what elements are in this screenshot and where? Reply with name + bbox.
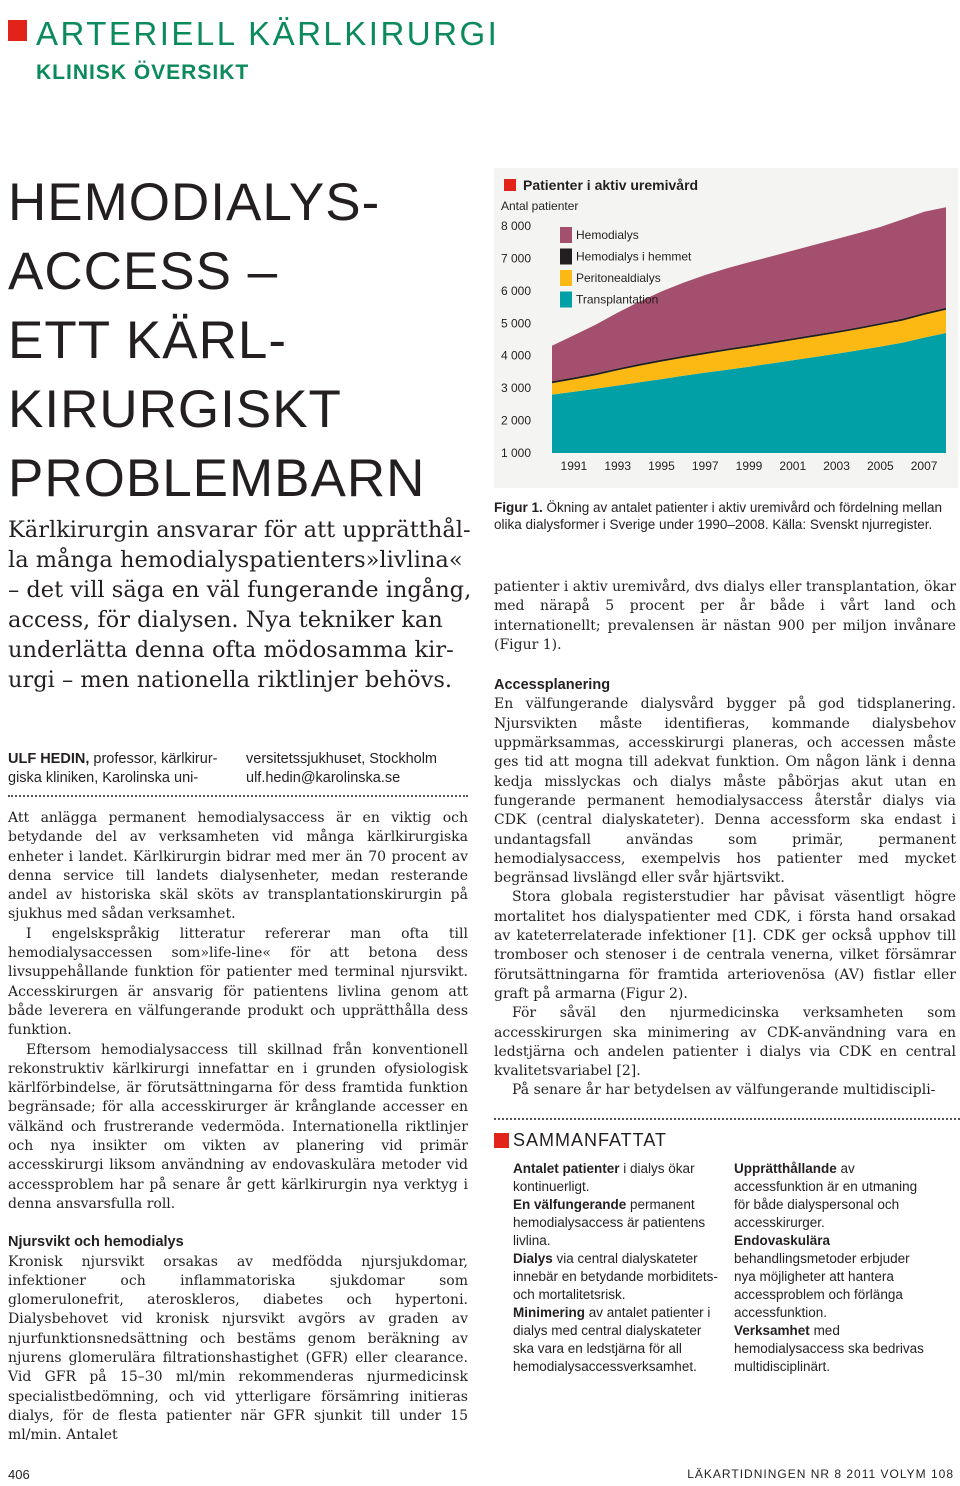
legend-swatch — [560, 270, 572, 286]
lead-line: urgi – men nationella riktlinjer behövs. — [8, 667, 453, 693]
divider — [8, 795, 468, 797]
area-chart — [494, 168, 958, 488]
subheading: Accessplanering — [494, 677, 611, 694]
legend-label: Hemodialys i hemmet — [576, 249, 692, 264]
lead-line: – det vill säga en väl fungerande ingång, — [8, 577, 472, 603]
paragraph: En välfungerande dialysvård bygger på god tidsplanering. Njursvikten måste identifieras, kommande dialysbehov uppmärksammas, accesskirurgi planeras, och accessen måste ges tid att mogna till adekvat funktion. Om någon länk i denna kedja misslyckas och dialys måste påbörjas akut utan en fungerande permanent hemodialysaccess återstår dialys via CDK (central dialyskateter). Denna accessform ska endast i undantagsfall användas som primär, permanent hemodialysaccess, exempelvis hos patienter med mycket begränsad livslängd eller svår hjärtsvikt. — [494, 696, 956, 887]
chart-title-marker — [504, 179, 516, 191]
author-email[interactable]: ulf.hedin@karolinska.se — [246, 770, 401, 786]
article-lead — [8, 515, 472, 695]
summary-item — [513, 1250, 718, 1304]
paragraph: Eftersom hemodialysaccess till skillnad från konventionell rekonstruktiv kärlkirurgi innefattar en i grunden ofysiologisk kärlförbindelse, är förutsättningarna för dess framtida funktion begränsade; för alla accesskirurger är krånglande accesser en välkänd och frustrerande vedermöda. Internationella riktlinjer och nya insikter om vikten av planering vid primär accesskirurgi liksom användning av endovaskulära metoder vid accessproblem har på senare år gett kärlkirurgin nya verktyg i denna ansvarsfulla roll. — [8, 1041, 468, 1212]
paragraph: Stora globala registerstudier har påvisat väsentligt högre mortalitet hos dialyspatienter med CDK, i första hand orsakad av kateterrelaterade infektioner [1]. CDK ger också upphov till tromboser och stenoser i de centrala venerna, vilket försämrar förutsättningarna för framtida arteriovenösa (AV) fistlar eller graft på armarna (Figur 2). — [494, 889, 956, 1002]
y-tick-label: 1 000 — [501, 446, 532, 460]
y-tick-label: 2 000 — [501, 413, 532, 428]
legend-swatch — [560, 249, 572, 265]
summary-title: SAMMANFATTAT — [513, 1130, 667, 1150]
chart-areas — [552, 207, 946, 453]
title-line: KIRURGISKT — [8, 380, 342, 439]
page-number: 406 — [8, 1467, 30, 1482]
summary-item — [513, 1304, 718, 1376]
lead-line: access, för dialysen. Nya tekniker kan — [8, 607, 443, 633]
chart-ylabel: Antal patienter — [501, 199, 579, 213]
summary-item-text: av accessfunktion är en utmaning för både dialyspersonal och accesskirurger. — [734, 1161, 918, 1230]
article-title — [8, 168, 478, 513]
x-tick-label: 2005 — [866, 459, 894, 473]
article-column-1 — [8, 809, 468, 1446]
figure-caption — [494, 499, 956, 533]
summary-item-text: permanent hemodialysaccess är patientens livlina. — [513, 1197, 706, 1248]
summary-item — [734, 1322, 934, 1376]
summary-item — [734, 1232, 934, 1322]
legend-swatch — [560, 292, 572, 308]
summary-column-left — [513, 1160, 718, 1376]
figure-label: Figur 1. — [494, 500, 543, 515]
summary-item-bold: Antalet patienter — [513, 1161, 620, 1176]
author-name: ULF HEDIN, — [8, 751, 90, 767]
x-tick-label: 1999 — [735, 459, 763, 473]
legend-label: Transplantation — [576, 292, 659, 307]
summary-column-right — [734, 1160, 934, 1376]
summary-item-text: av antalet patienter i dialys med central dialyskateter ska vara en ledstjärna för all hemodialysaccessverksamhet. — [513, 1305, 711, 1374]
summary-item — [513, 1196, 718, 1250]
magazine-footer: LÄKARTIDNINGEN NR 8 2011 VOLYM 108 — [687, 1467, 954, 1481]
summary-item — [734, 1160, 934, 1232]
paragraph: I engelskspråkig litteratur refererar man ofta till hemodialysaccessen som»life-line« för att betona dess livsuppehållande funktion för patienter med terminal njursvikt. Accesskirurgen är ansvarig för patientens livlina genom att både leverera en välfungerande produkt och upprätthålla dess funktion. — [8, 925, 468, 1039]
x-tick-label: 1991 — [560, 459, 588, 473]
x-tick-label: 1997 — [691, 459, 719, 473]
y-tick-label: 5 000 — [501, 316, 532, 331]
y-tick-label: 6 000 — [501, 283, 532, 298]
summary-item-bold: Upprätthållande — [734, 1161, 837, 1176]
x-tick-label: 2007 — [910, 459, 938, 473]
summary-item-text: behandlingsmetoder erbjuder nya möjligheter att hantera accessproblem och förlänga accessfunktion. — [734, 1251, 910, 1320]
x-tick-label: 2001 — [779, 459, 807, 473]
summary-item-text: i dialys ökar kontinuerligt. — [513, 1161, 695, 1194]
y-tick-label: 8 000 — [501, 219, 532, 233]
summary-item-text: med hemodialysaccess ska bedrivas multidisciplinärt. — [734, 1323, 924, 1374]
title-line: ACCESS – — [8, 242, 279, 301]
figure-caption-text: Ökning av antalet patienter i aktiv uremivård och fördelning mellan olika dialysformer i Sverige under 1990–2008. Källa: Svenskt njurregister. — [494, 500, 942, 532]
author-affiliation-cont: versitetssjukhuset, Stockholm — [246, 751, 437, 767]
x-tick-label: 1995 — [648, 459, 675, 473]
summary-marker-square — [494, 1133, 509, 1148]
paragraph: Kronisk njursvikt orsakas av medfödda njursjukdomar, infektioner och inflammatoriska sjukdomar som glomerulonefrit, ateroskleros, diabetes och hypertoni. Dialysbehovet vid kronisk njursvikt avgörs av graden av njurfunktionsnedsättning och bestäms genom beräkning av njurens glomerulära filtrationshastighet (GFR) eller clearance. Vid GFR på 15–30 ml/min rekommenderas njurmedicinsk specialistbedömning, och vid ytterligare försämring initieras dialys, för de flesta patienter när GFR sjunkit till under 15 ml/min. Antalet — [8, 1253, 468, 1444]
author-role: professor, kärlkirur- — [89, 751, 218, 767]
section-marker-square — [8, 20, 27, 41]
section-subheading: KLINISK ÖVERSIKT — [36, 61, 250, 84]
legend-swatch — [560, 227, 572, 243]
x-axis — [561, 459, 938, 473]
author-col-left — [8, 750, 217, 788]
summary-item-text: via central dialyskateter innebär en betydande morbiditets- och mortalitetsrisk. — [513, 1251, 718, 1302]
y-axis — [501, 219, 531, 460]
y-tick-label: 7 000 — [501, 251, 532, 266]
summary-divider — [494, 1118, 960, 1120]
title-line: ETT KÄRL- — [8, 311, 287, 370]
author-col-right — [246, 750, 437, 788]
y-tick-label: 4 000 — [501, 348, 532, 363]
author-affiliation: giska kliniken, Karolinska uni- — [8, 770, 199, 786]
summary-item-bold: En välfungerande — [513, 1197, 627, 1212]
summary-item-bold: Minimering — [513, 1305, 586, 1320]
y-tick-label: 3 000 — [501, 381, 532, 396]
title-line: PROBLEMBARN — [8, 449, 426, 508]
subheading: Njursvikt och hemodialys — [8, 1234, 184, 1251]
legend-label: Hemodialys — [576, 228, 639, 242]
section-heading: ARTERIELL KÄRLKIRURGI — [36, 15, 500, 52]
legend-label: Peritonealdialys — [576, 271, 661, 285]
summary-item-bold: Dialys — [513, 1251, 553, 1266]
summary-item-bold: Endovaskulära — [734, 1233, 831, 1248]
article-column-2 — [494, 578, 956, 1101]
title-line: HEMODIALYS- — [8, 173, 381, 232]
x-tick-label: 2003 — [823, 459, 850, 473]
paragraph: patienter i aktiv uremivård, dvs dialys eller transplantation, ökar med närapå 5 procent per år både i vårt land och internationellt; prevalensen är nästan 900 per miljon invånare (Figur 1). — [494, 579, 956, 653]
lead-line: underlätta denna ofta mödosamma kir- — [8, 637, 454, 663]
paragraph: Att anlägga permanent hemodialysaccess är en viktig och betydande del av verksamheten vid många kärlkirurgiska enheter i landet. Kärlkirurgin bidrar med mer än 70 procent av denna service till landets dialysenheter, medan resterande andel av historiska skäl sköts av transplantationskirurgin på sjukhus med sådan verksamhet. — [8, 810, 468, 923]
summary-item-bold: Verksamhet — [734, 1323, 810, 1338]
paragraph: För såväl den njurmedicinska verksamheten som accesskirurgen ska minimering av CDK-användning vara en ledstjärna och andelen patienter i dialys via CDK en central kvalitetsvariabel [2]. — [494, 1005, 956, 1080]
chart-title: Patienter i aktiv uremivård — [523, 177, 699, 193]
lead-line: Kärlkirurgin ansvarar för att upprätthål- — [8, 517, 471, 543]
paragraph: På senare år har betydelsen av välfungerande multidiscipli- — [512, 1082, 936, 1099]
lead-line: la många hemodialyspatienters»livlina« — [8, 547, 463, 573]
summary-item — [513, 1160, 718, 1196]
figure-1 — [494, 168, 958, 488]
x-tick-label: 1993 — [604, 459, 632, 473]
